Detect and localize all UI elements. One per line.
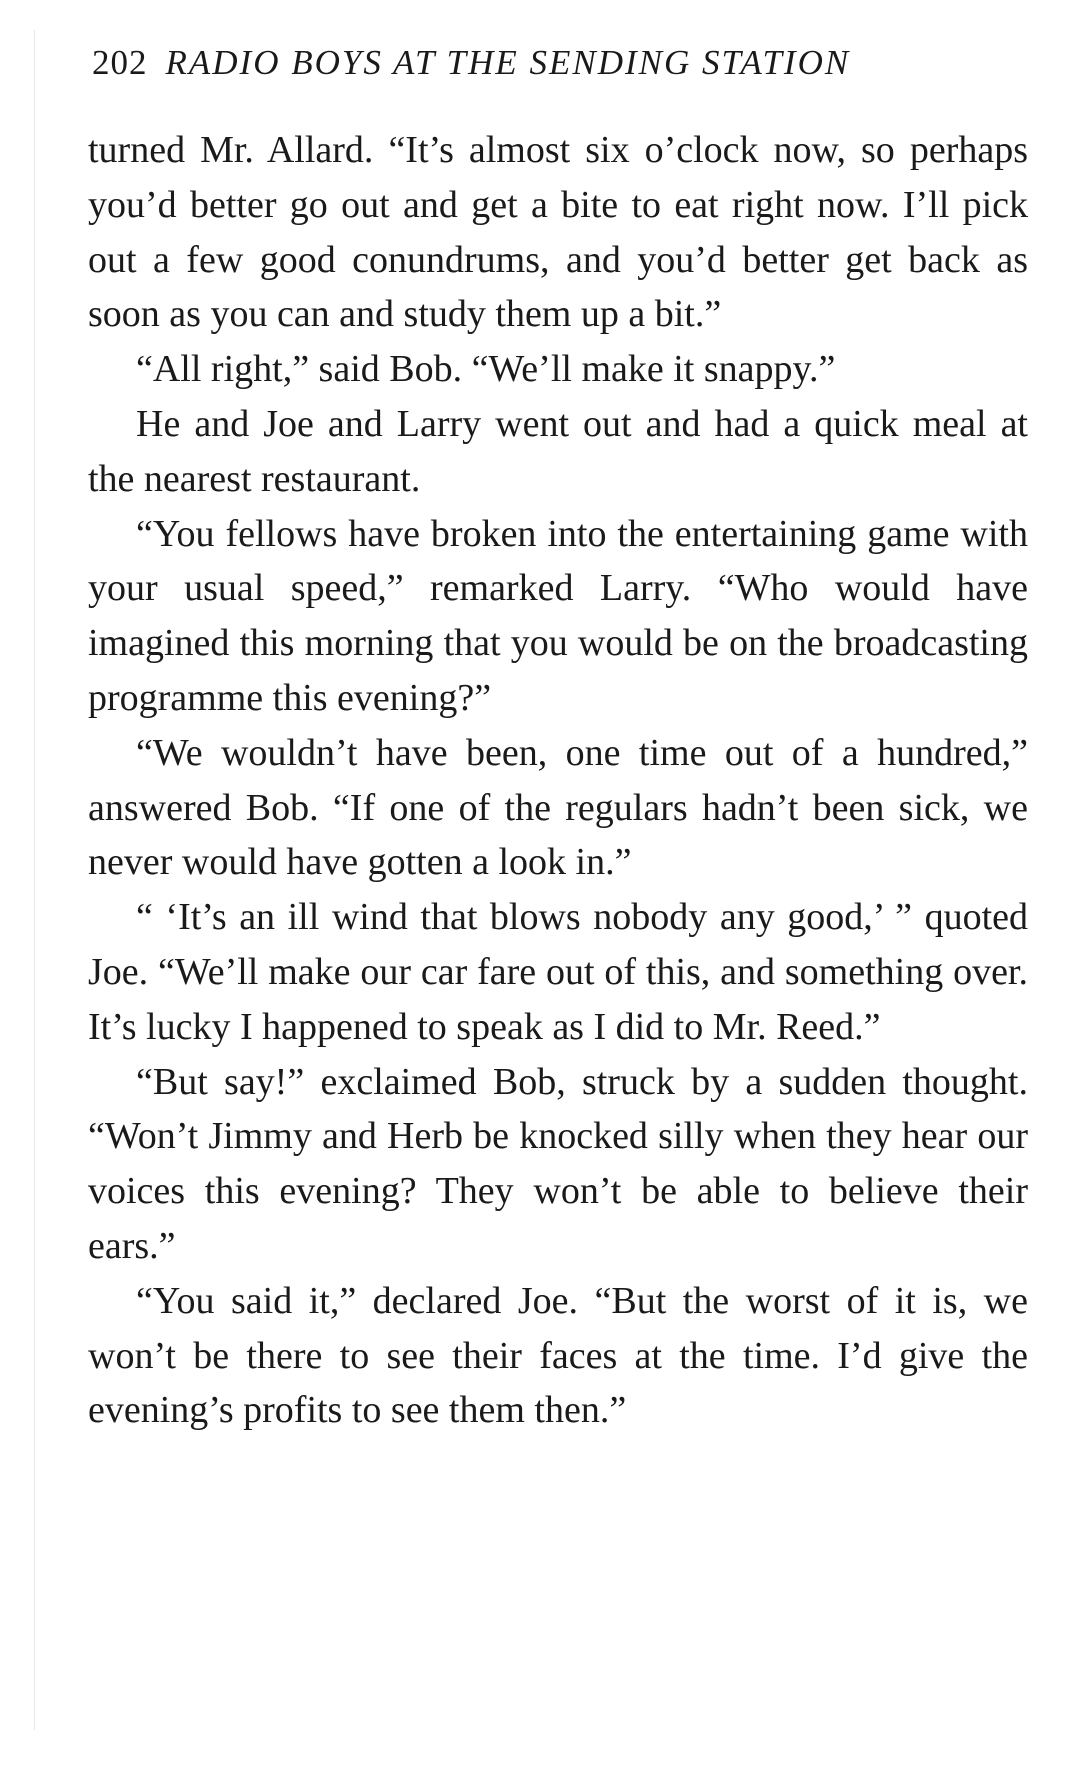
page-number: 202	[92, 43, 148, 82]
paragraph-continuation: turned Mr. Allard. “It’s almost six o’clock now, so perhaps you’d better go out and get a bite to eat right now. I’ll pick out a few good conundrums, and you’d better get back as soon as you can and study them up a bit.”	[88, 129, 1028, 336]
paragraph: “You said it,” declared Joe. “But the worst of it is, we won’t be there to see their faces at the time. I’d give the evening’s profits to see them then.”	[88, 1279, 1028, 1432]
running-head	[92, 38, 1022, 88]
paragraph: “ ‘It’s an ill wind that blows nobody any good,’ ” quoted Joe. “We’ll make our car fare out of this, and something over. It’s lucky I happened to speak as I did to Mr. Reed.”	[88, 896, 1028, 1048]
paragraph: “All right,” said Bob. “We’ll make it snappy.”	[136, 348, 836, 391]
body-text	[88, 123, 1028, 1438]
paragraph: “We wouldn’t have been, one time out of a hundred,” answered Bob. “If one of the regulars hadn’t been sick, we never would have gotten a look in.”	[88, 731, 1028, 884]
paragraph: He and Joe and Larry went out and had a quick meal at the nearest restaurant.	[88, 402, 1028, 500]
running-title: RADIO BOYS AT THE SENDING STATION	[165, 43, 851, 82]
paragraph: “But say!” exclaimed Bob, struck by a sudden thought. “Won’t Jimmy and Herb be knocked silly when they hear our voices this evening? They won’t be able to believe their ears.”	[88, 1060, 1028, 1267]
page-edge-line	[34, 30, 35, 1730]
paragraph: “You fellows have broken into the entertaining game with your usual speed,” remarked Larry. “Who would have imagined this morning that you would be on the broadcasting programme this evening?”	[88, 512, 1028, 719]
